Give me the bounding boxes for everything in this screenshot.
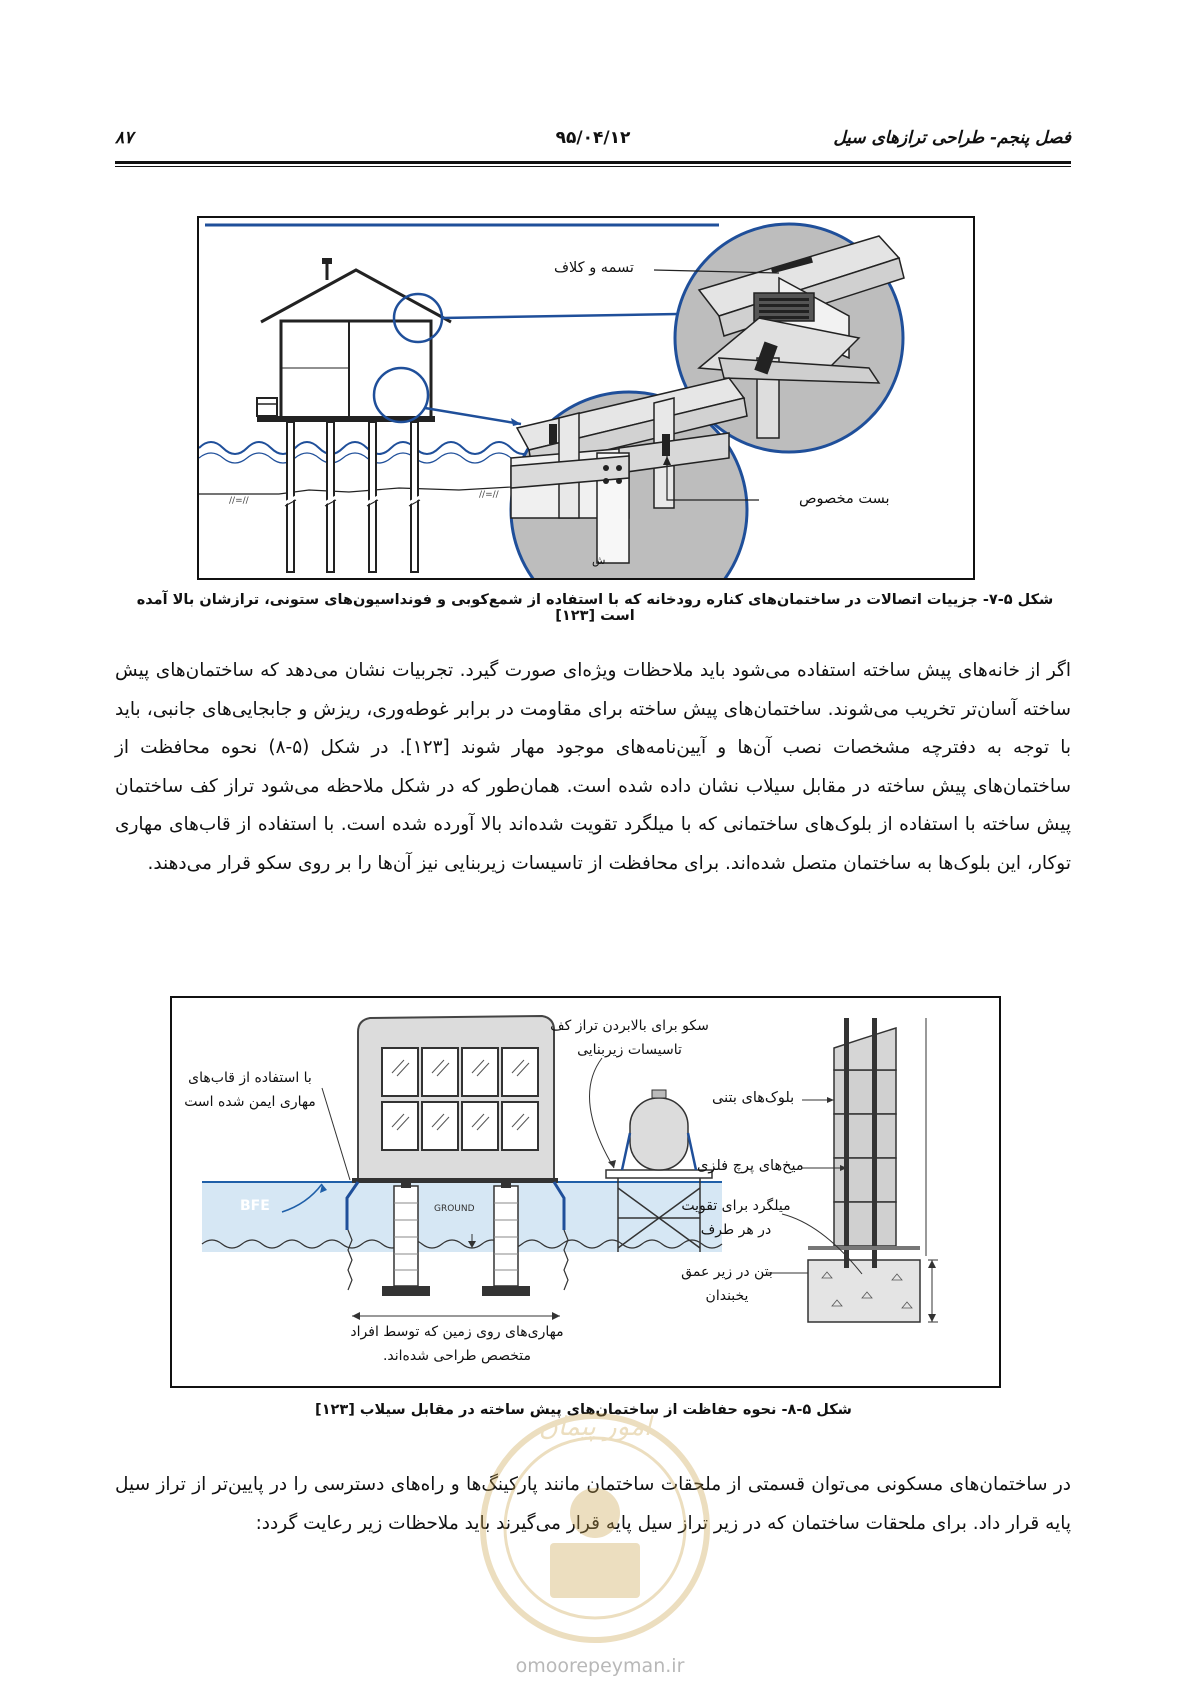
label-concrete-line2: یخبندان: [705, 1288, 749, 1304]
figure-prefab-flood-protection: [170, 996, 1001, 1388]
figure2-caption: شکل ۵-۸- نحوه حفاظت از ساختمان‌های پیش ساخته در مقابل سیلاب [۱۲۳]: [315, 1402, 852, 1418]
label-small: ش: [592, 554, 606, 567]
label-bracket: بست مخصوص: [799, 491, 890, 507]
watermark-logo-text: امور پیمان: [538, 1412, 652, 1442]
label-frames-line2: مهاری ایمن شده است: [184, 1094, 316, 1110]
page-header: [115, 128, 1071, 168]
header-date: ۹۵/۰۴/۱۲: [555, 128, 631, 148]
svg-text://=//: //=//: [229, 496, 249, 506]
label-platform-line2: تاسیسات زیربنایی: [577, 1042, 682, 1058]
figure1-caption: شکل ۵-۷- جزییات اتصالات در ساختمان‌های کناره رودخانه که با استفاده از شمع‌کوبی و فونداسیون‌های ستونی، ترازشان بالا آمده است [۱۲۳]: [136, 592, 1054, 624]
watermark-emblem-icon: [440, 1408, 750, 1658]
header-rule-thin: [115, 166, 1071, 167]
watermark-site: omoorepeyman.ir: [515, 1655, 685, 1677]
label-rebar-line2: در هر طرف: [700, 1222, 772, 1238]
watermark-logo: [440, 1408, 750, 1678]
label-frames-line1: با استفاده از قاب‌های: [188, 1070, 312, 1086]
paragraph-prefab-buildings: اگر از خانه‌های پیش ساخته استفاده می‌شود باید ملاحظات ویژه‌ای صورت گیرد. تجربیات نشان می‌دهد که ساختمان‌های پیش ساخته آسان‌تر تخریب می‌شوند. ساختمان‌های پیش ساخته برای مقاومت در برابر غوطه‌وری، ریزش و جابجایی‌های جانبی، باید با توجه به دفترچه مشخصات نصب آن‌ها و آیین‌نامه‌های موجود مهار شوند [۱۲۳]. در شکل (۵-۸) نحوه محافظت از ساختمان‌های پیش ساخته در مقابل سیلاب نشان داده شده است. همان‌طور که در شکل ملاحظه می‌شود تراز کف ساختمان پیش ساخته با استفاده از بلوک‌های ساختمانی که با میلگرد تقویت شده‌اند بالا آورده شده است. با استفاده از قاب‌های مهاری توکار، این بلوک‌ها به ساختمان متصل شده‌اند. برای محافظت از تاسیسات زیربنایی نیز آن‌ها را بر روی سکو قرار می‌دهند.: [115, 660, 1071, 874]
paragraph-building-appendages: در ساختمان‌های مسکونی می‌توان قسمتی از ملحقات ساختمان مانند پارکینگ‌ها و راه‌های دسترسی را در پایین‌تر از تراز سیل پایه قرار داد. برای ملحقات ساختمان که در زیر تراز سیل پایه قرار می‌گیرند باید ملاحظات زیر رعایت گردد:: [115, 1474, 1071, 1534]
label-rebar: [677, 1194, 795, 1242]
figure-river-building-connections: [197, 216, 975, 580]
page-number: ۸۷: [115, 128, 134, 148]
label-bfe: BFE: [240, 1198, 270, 1214]
label-ground-anchors: [342, 1320, 572, 1368]
label-anchors-line1: مهاری‌های روی زمین که توسط افراد: [350, 1324, 564, 1340]
label-concrete-blocks: بلوک‌های بتنی: [712, 1090, 795, 1106]
label-platform: [542, 1014, 717, 1062]
svg-text://=//: //=//: [479, 490, 499, 500]
label-rebar-line1: میلگرد برای تقویت: [681, 1198, 791, 1214]
label-ground: GROUND: [434, 1204, 475, 1214]
header-rule-thick: [115, 161, 1071, 164]
label-metal-bolts: میخ‌های پرچ فلزی: [697, 1158, 804, 1174]
label-anchor-frames: [180, 1066, 320, 1114]
label-concrete-line1: بتن در زیر عمق: [681, 1264, 773, 1280]
label-strap: تسمه و کلاف: [554, 260, 634, 276]
label-anchors-line2: متخصص طراحی شده‌اند.: [382, 1348, 532, 1364]
label-concrete-footing: [672, 1260, 782, 1308]
label-platform-line1: سکو برای بالابردن تراز کف: [550, 1018, 709, 1034]
chapter-title: فصل پنجم- طراحی ترازهای سیل: [833, 128, 1071, 148]
